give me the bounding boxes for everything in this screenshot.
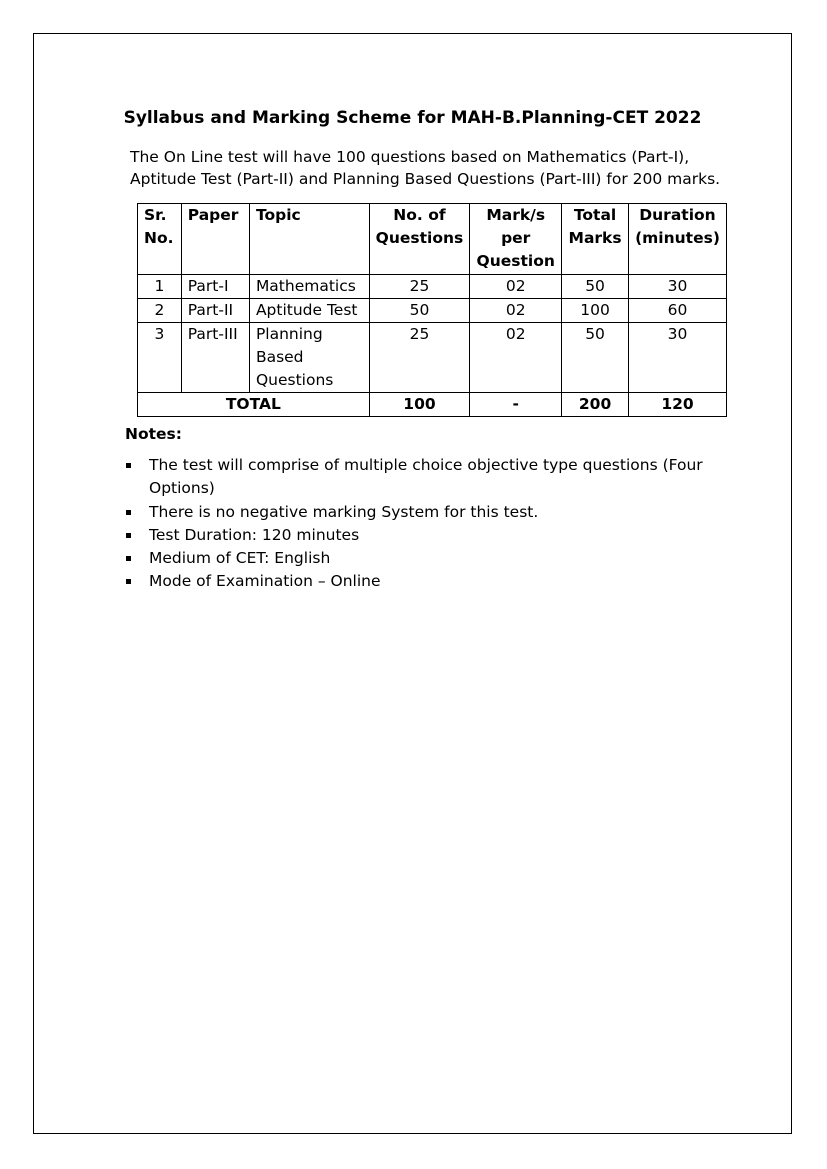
cell-marks-per: 02 bbox=[470, 299, 562, 323]
table-row bbox=[138, 323, 727, 393]
total-questions: 100 bbox=[369, 393, 470, 417]
intro-paragraph: The On Line test will have 100 questions based on Mathematics (Part-I), Aptitude Test (Part-II) and Planning Based Questions (Part-III) for 200 marks. bbox=[130, 148, 721, 188]
header-topic: Topic bbox=[249, 204, 369, 275]
header-duration: Duration (minutes) bbox=[628, 204, 726, 275]
note-text: Test Duration: 120 minutes bbox=[149, 525, 360, 544]
cell-total: 100 bbox=[562, 299, 629, 323]
list-item bbox=[125, 524, 715, 547]
table-row bbox=[138, 299, 727, 323]
header-num-questions: No. of Questions bbox=[369, 204, 470, 275]
cell-questions: 50 bbox=[369, 299, 470, 323]
document-title: Syllabus and Marking Scheme for MAH-B.Planning-CET 2022 bbox=[123, 108, 702, 128]
cell-paper: Part-II bbox=[181, 299, 249, 323]
note-text: The test will comprise of multiple choice objective type questions (Four Options) bbox=[149, 456, 703, 498]
header-total-marks: Total Marks bbox=[562, 204, 629, 275]
table-header-row bbox=[138, 204, 727, 275]
cell-sr: 2 bbox=[138, 299, 182, 323]
header-paper: Paper bbox=[181, 204, 249, 275]
total-duration: 120 bbox=[628, 393, 726, 417]
cell-marks-per: 02 bbox=[470, 275, 562, 299]
cell-duration: 60 bbox=[628, 299, 726, 323]
cell-paper: Part-III bbox=[181, 323, 249, 393]
cell-paper: Part-I bbox=[181, 275, 249, 299]
note-text: Mode of Examination – Online bbox=[149, 572, 381, 591]
bullet-icon bbox=[126, 579, 131, 584]
cell-topic: Mathematics bbox=[249, 275, 369, 299]
note-text: Medium of CET: English bbox=[149, 549, 331, 568]
total-marks: 200 bbox=[562, 393, 629, 417]
cell-duration: 30 bbox=[628, 275, 726, 299]
cell-topic: Aptitude Test bbox=[249, 299, 369, 323]
total-label: TOTAL bbox=[138, 393, 370, 417]
notes-list bbox=[125, 454, 715, 594]
cell-topic: Planning Based Questions bbox=[249, 323, 369, 393]
header-sr-no: Sr. No. bbox=[138, 204, 182, 275]
list-item bbox=[125, 547, 715, 570]
cell-questions: 25 bbox=[369, 323, 470, 393]
header-marks-per-question: Mark/s per Question bbox=[470, 204, 562, 275]
cell-total: 50 bbox=[562, 275, 629, 299]
total-marks-per: - bbox=[470, 393, 562, 417]
cell-questions: 25 bbox=[369, 275, 470, 299]
cell-sr: 3 bbox=[138, 323, 182, 393]
table-row bbox=[138, 275, 727, 299]
bullet-icon bbox=[126, 463, 131, 468]
list-item bbox=[125, 454, 715, 501]
note-text: There is no negative marking System for this test. bbox=[149, 502, 539, 521]
cell-sr: 1 bbox=[138, 275, 182, 299]
list-item bbox=[125, 570, 715, 593]
marking-scheme-table bbox=[137, 203, 727, 417]
notes-heading: Notes: bbox=[125, 425, 182, 443]
list-item bbox=[125, 501, 715, 524]
bullet-icon bbox=[126, 510, 131, 515]
cell-total: 50 bbox=[562, 323, 629, 393]
bullet-icon bbox=[126, 556, 131, 561]
table-total-row bbox=[138, 393, 727, 417]
cell-duration: 30 bbox=[628, 323, 726, 393]
bullet-icon bbox=[126, 533, 131, 538]
cell-marks-per: 02 bbox=[470, 323, 562, 393]
